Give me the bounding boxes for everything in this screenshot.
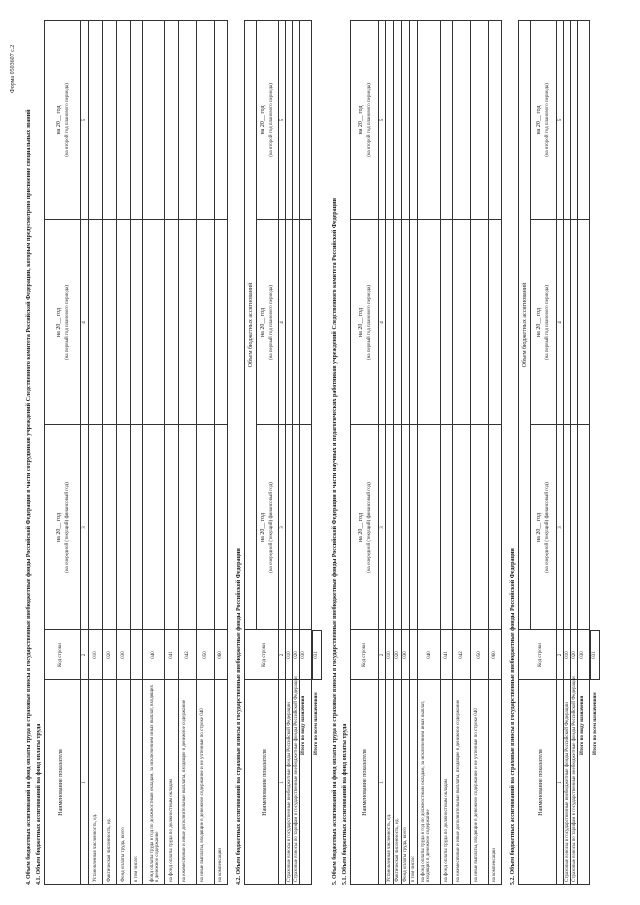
t42-head-group: Объем бюджетных ассигнований: [248, 282, 254, 368]
t51-colnum: 1: [380, 781, 385, 784]
table-row-label: на ежемесячные и иные дополнительные выплаты, входящие в денежное содержание: [456, 699, 461, 882]
t41-head-name: Наименование показателя: [58, 749, 64, 816]
t51-head-year1: на 20__ год: [358, 512, 364, 543]
table-row-code: 040: [427, 651, 432, 659]
t41-colnum: 4: [82, 321, 87, 324]
table-row-code: 050: [477, 651, 482, 659]
table-row-label: фонд оплаты труда в год по должностным окладам, за исключением иных выплат, входящих в денежное содержание: [150, 684, 160, 882]
table-row-label: на иные выплаты, входящие в денежное содержание и не учтенные по строке 040: [200, 708, 205, 882]
t41-colnum: 5: [82, 118, 87, 122]
section-4-2-heading: 4.2. Объем бюджетных ассигнований на страховые взносы в государственные внебюджетные фонды Российской Федерации: [236, 548, 242, 885]
table-row-code: 020: [395, 651, 400, 659]
section-4-1-heading: 4.1. Объем бюджетных ассигнований на фонд оплаты труда: [36, 723, 42, 885]
t51-head-name: Наименование показателя: [362, 749, 368, 816]
table-row-label: Итого по виду назначения: [301, 695, 306, 755]
table-row-label: в том числе:: [411, 855, 416, 882]
total-code: 031: [314, 651, 319, 659]
t42-head-year2: на 20__ год: [260, 307, 266, 338]
table-row-label: на ежемесячные и иные дополнительные выплаты, входящие в денежное содержание: [182, 699, 187, 882]
t42-head-year3-sub: (на второй год планового периода): [269, 83, 274, 157]
t42-colnum: 5: [280, 118, 285, 122]
t42-colnum: 3: [280, 526, 285, 529]
t51-colnum: 5: [380, 118, 385, 122]
section-5-heading: 5. Объем бюджетных ассигнований на фонд оплаты труда и страховые взносы в государственные внебюджетные фонды Российской Федерации в части научных и педагогических работников учреждений Следственного комитета Российской Федерации: [332, 197, 338, 885]
t52-colnum: 4: [558, 321, 563, 324]
t52-head-year1-sub: (на очередной (текущий) финансовый год): [545, 482, 550, 573]
t52-head-year2: на 20__ год: [536, 307, 542, 338]
t52-head-code: Код строки: [538, 643, 543, 667]
table-row-code: 010: [565, 651, 570, 659]
t51-head-year3: на 20__ год: [358, 105, 364, 135]
t42-colnum: 1: [280, 781, 285, 784]
total-label: Итого по всем назначениям: [314, 692, 319, 755]
t42-head-year1: на 20__ год: [260, 512, 266, 543]
t52-head-name: Наименование показателя: [538, 749, 544, 816]
table-row-code: 010: [93, 651, 98, 659]
t52-head-year3-sub: (на второй год планового периода): [545, 83, 550, 157]
table-row-code: 010: [387, 651, 392, 659]
table-row-code: 050: [203, 651, 208, 659]
table-row-code: 020: [294, 651, 299, 659]
form-number: Форма 0503607 с.2: [10, 44, 16, 93]
table-row-code: 042: [459, 651, 464, 659]
t41-head-year2: на 20__ год: [56, 307, 62, 338]
table-row-code: 030: [301, 651, 306, 659]
table-row-label: Фактическая численность, ед.: [107, 818, 112, 882]
t52-head-year2-sub: (на первый год планового периода): [545, 285, 550, 360]
t51-colnum: 4: [380, 321, 385, 324]
t52-head-year3: на 20__ год: [536, 105, 542, 135]
t41-head-year3-sub: (на второй год планового периода): [65, 83, 70, 157]
t51-head-code: Код строки: [362, 643, 367, 667]
section-4-heading: 4. Объем бюджетных ассигнований на фонд оплаты труда и страховые взносы в государственные внебюджетные фонды Российской Федерации в части сотрудников учреждений Следственного комитета Российской Федерации, которым предусмотрено присвоение специальных званий: [26, 109, 32, 885]
t52-colnum: 3: [558, 526, 563, 529]
t42-head-year1-sub: (на очередной (текущий) финансовый год): [269, 482, 274, 573]
section-5-1-heading: 5.1. Объем бюджетных ассигнований на фонд оплаты труда: [342, 723, 348, 885]
table-row-label: на иные выплаты, входящие в денежное содержание и не учтенные по строке 040: [474, 708, 479, 882]
table-row-code: 020: [572, 651, 577, 659]
table-row-label: на фонд оплаты труда по должностным окладам: [444, 779, 449, 882]
total-code: 031: [592, 651, 597, 659]
table-row-label: Итого по виду назначения: [580, 695, 585, 755]
t41-head-year1: на 20__ год: [56, 512, 62, 543]
t42-colnum: 2: [280, 653, 285, 657]
t51-colnum: 2: [380, 653, 385, 657]
t41-head-year3: на 20__ год: [56, 105, 62, 135]
t52-head-group: Объем бюджетных ассигнований: [522, 282, 528, 368]
t51-colnum: 3: [380, 526, 385, 529]
table-row-label: Установленная численность, ед.: [387, 813, 392, 882]
table-row-code: 010: [287, 651, 292, 659]
t42-head-name: Наименование показателя: [262, 749, 268, 816]
t42-colnum: 4: [280, 321, 285, 324]
table-row-label: Страховые взносы в государственные внебюджетные фонды Российской Федерации: [287, 702, 292, 882]
t41-head-year2-sub: (на первый год планового периода): [65, 285, 70, 360]
table-row-code: 020: [107, 651, 112, 659]
t42-head-year3: на 20__ год: [260, 105, 266, 135]
table-row-label: Страховые взносы по тарифам в государственные внебюджетные фонды Российской Федерации: [572, 676, 577, 882]
table-row-code: 060: [218, 651, 223, 659]
table-row-label: на фонд оплаты труда в год по должностным окладам, за исключением иных выплат, входящих в денежное содержание: [421, 700, 431, 882]
t52-colnum: 2: [558, 653, 563, 657]
table-row-label: Фонд оплаты труда, всего: [121, 827, 126, 882]
t41-colnum: 3: [82, 526, 87, 529]
table-row-code: 041: [169, 651, 174, 659]
t42-head-code: Код строки: [262, 643, 267, 667]
table-row-label: Установленная численность, ед.: [93, 813, 98, 882]
table-row-label: в том числе:: [134, 855, 139, 882]
t41-head-year1-sub: (на очередной (текущий) финансовый год): [65, 482, 70, 573]
table-row-code: 040: [151, 651, 156, 659]
total-label: Итого по всем назначениям: [593, 692, 598, 755]
table-row-label: на фонд оплаты труда по должностным окладам: [169, 779, 174, 882]
table-row-code: 042: [185, 651, 190, 659]
t51-head-year3-sub: (на второй год планового периода): [367, 83, 372, 157]
table-row-code: 030: [580, 651, 585, 659]
table-row-label: Фактическая численность, ед.: [395, 818, 400, 882]
table-row-code: 030: [403, 651, 408, 659]
t51-head-year2: на 20__ год: [358, 307, 364, 338]
t41-head-code: Код строки: [58, 643, 63, 667]
t51-head-year2-sub: (на первый год планового периода): [367, 285, 372, 360]
table-row-code: 060: [492, 651, 497, 659]
table-row-label: Фонд оплаты труда, всего: [403, 827, 408, 882]
t52-colnum: 5: [558, 118, 563, 122]
table-row-code: 041: [444, 651, 449, 659]
t41-colnum: 2: [82, 653, 87, 657]
t51-head-year1-sub: (на очередной (текущий) финансовый год): [367, 482, 372, 573]
t42-head-year2-sub: (на первый год планового периода): [269, 285, 274, 360]
table-row-label: на компенсации: [492, 848, 497, 882]
table-5-2: [518, 20, 590, 885]
section-5-2-heading: 5.2. Объем бюджетных ассигнований на страховые взносы в государственные внебюджетные фонды Российской Федерации: [510, 548, 516, 885]
t52-head-year1: на 20__ год: [536, 512, 542, 543]
table-row-code: 030: [121, 651, 126, 659]
t52-colnum: 1: [558, 781, 563, 784]
table-row-label: на компенсации: [218, 848, 223, 882]
table-row-label: Страховые взносы по тарифам в государственные внебюджетные фонды Российской Федерации: [294, 676, 299, 882]
table-row-label: Страховые взносы в государственные внебюджетные фонды Российской Федерации: [565, 702, 570, 882]
t41-colnum: 1: [82, 781, 87, 784]
